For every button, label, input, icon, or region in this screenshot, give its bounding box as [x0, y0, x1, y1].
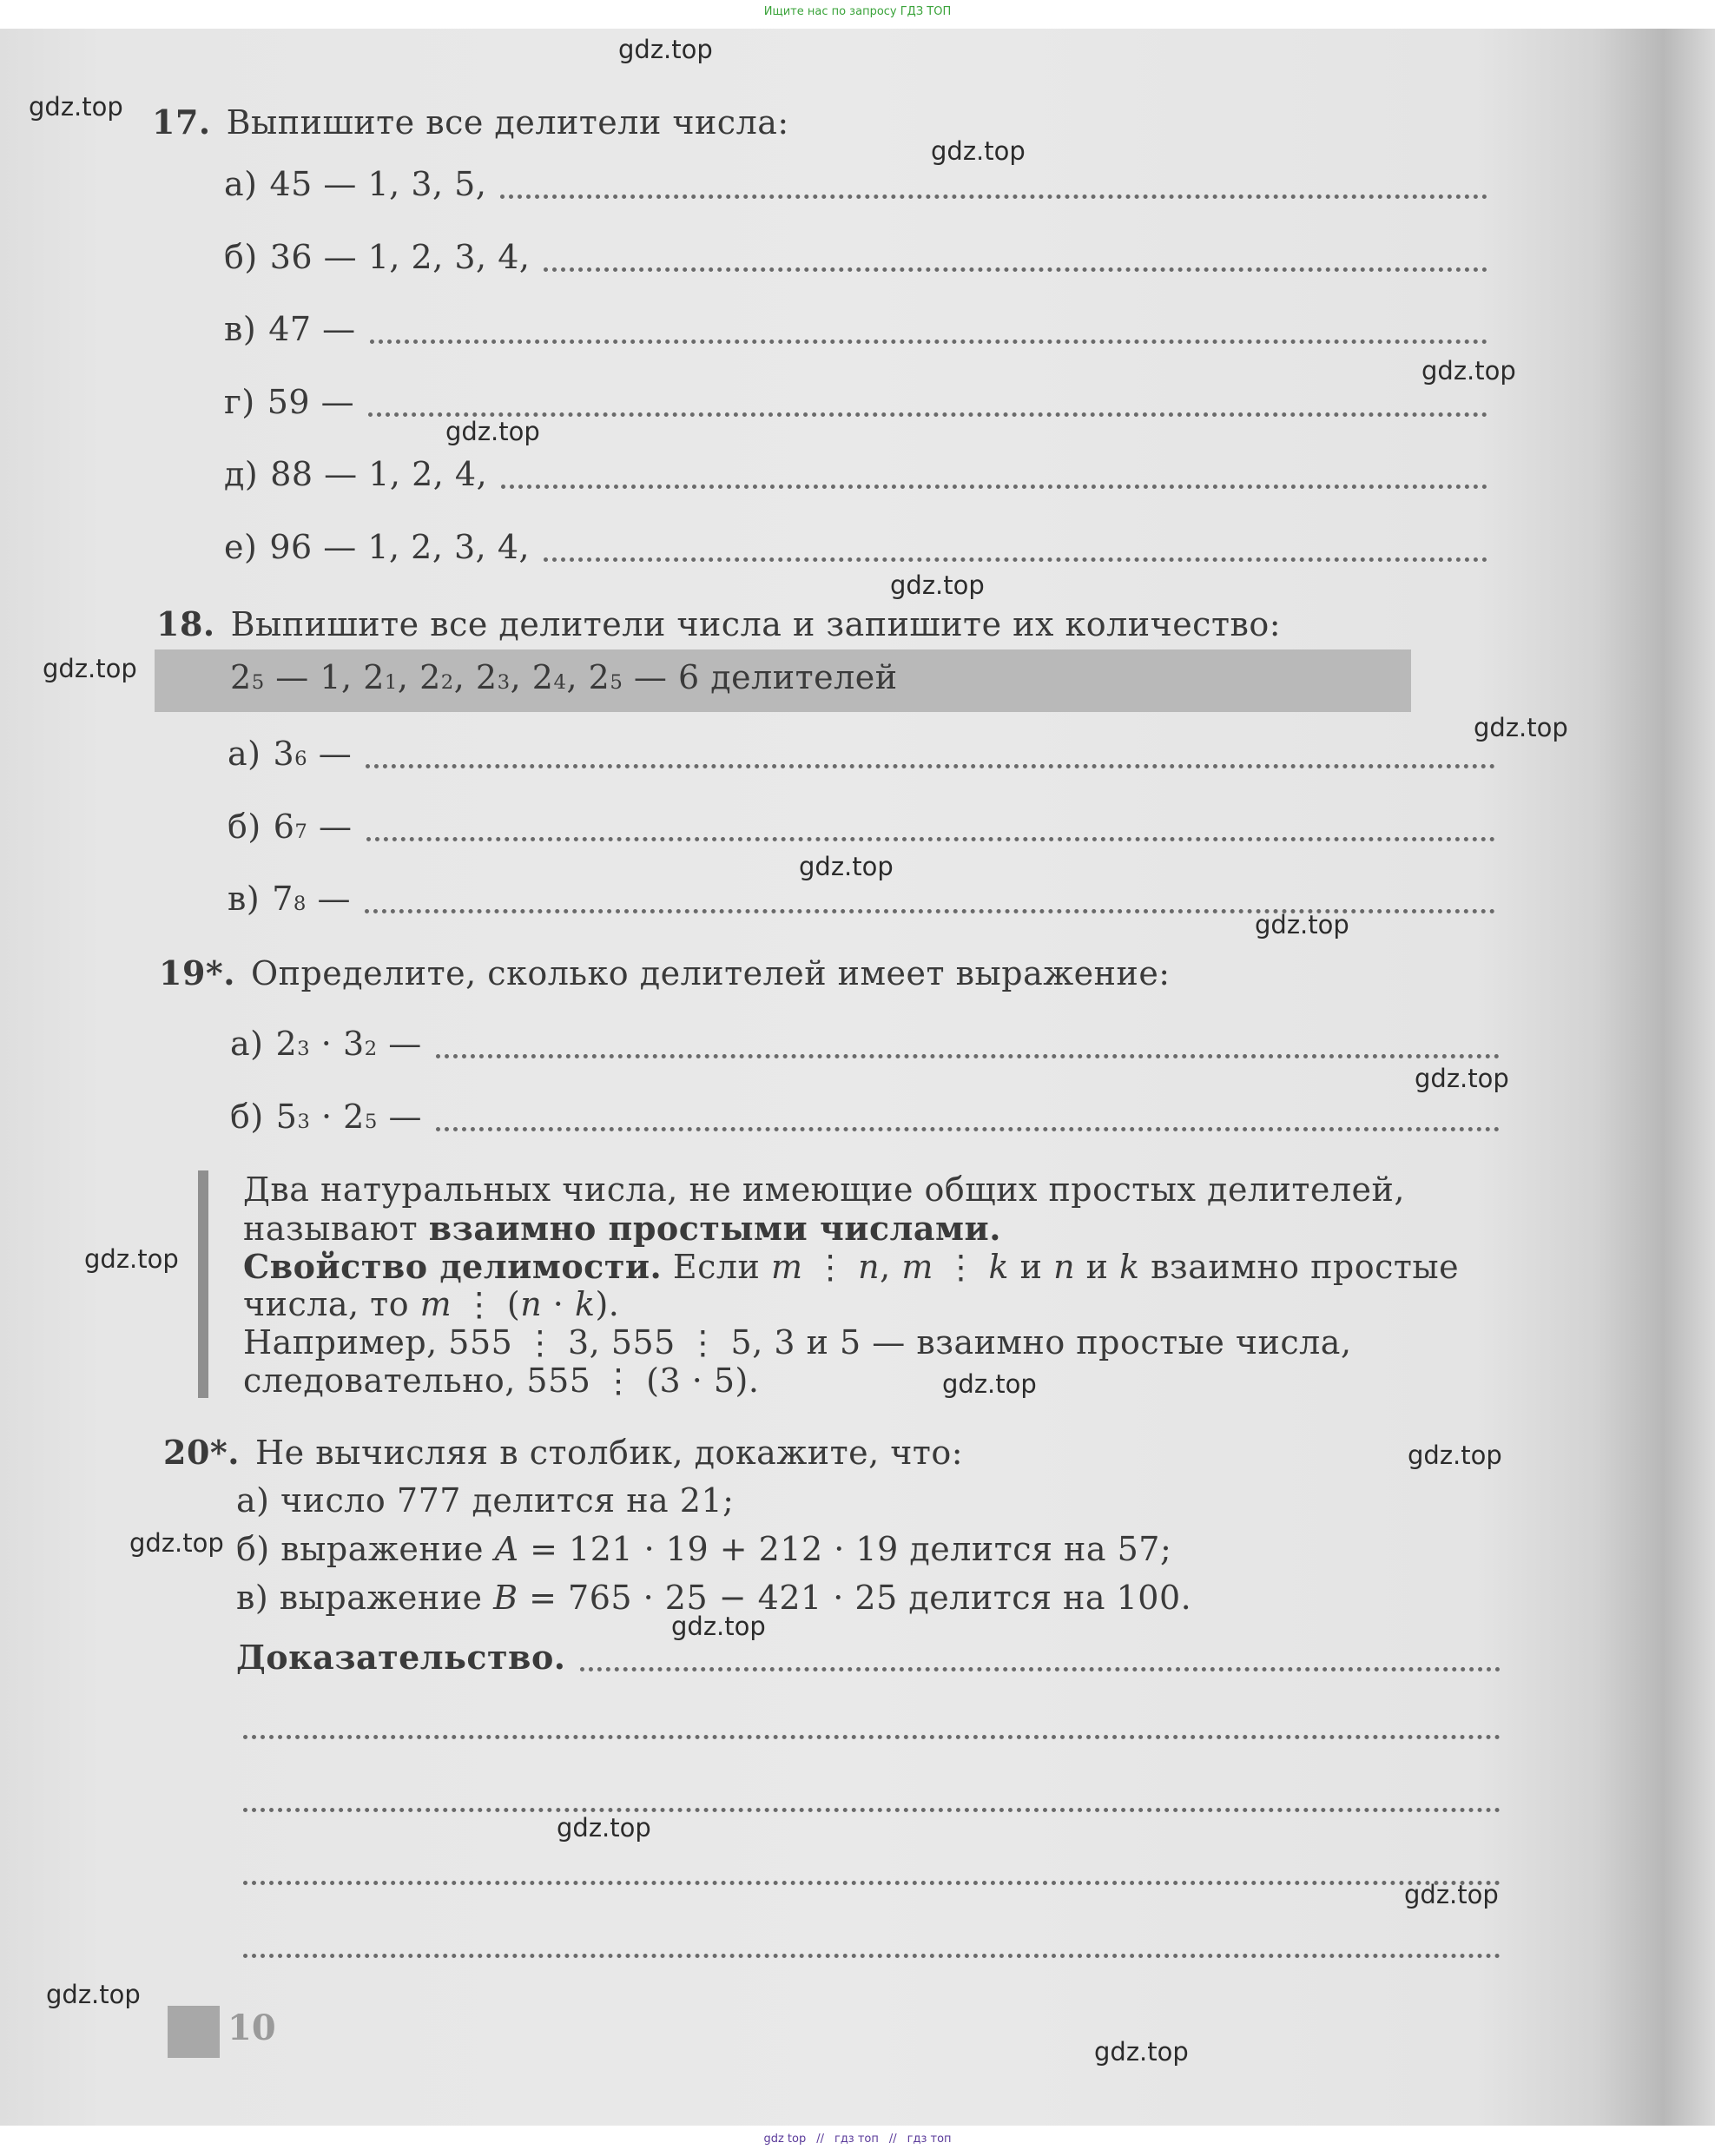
item-text: = 121 · 19 + 212 · 19 делится на 57; [518, 1530, 1172, 1568]
rule-text: ). [595, 1285, 620, 1323]
item-text: 47 — [268, 310, 356, 348]
rule-text-line [243, 1247, 1459, 1286]
rule-box [198, 1170, 1511, 1398]
item-exp: 8 [293, 893, 307, 915]
item-base: 2 [343, 1098, 365, 1136]
rule-text-line [243, 1285, 619, 1323]
answer-line[interactable] [366, 837, 1496, 841]
watermark: gdz.top [618, 35, 713, 64]
rule-var: k [574, 1285, 596, 1323]
answer-line[interactable] [366, 764, 1495, 768]
rule-var: m [901, 1248, 933, 1286]
watermark: gdz.top [1255, 910, 1349, 940]
rule-text: ⋮ [802, 1248, 859, 1286]
rule-var: n [858, 1248, 881, 1286]
rule-text: и [1009, 1248, 1054, 1286]
rule-text: числа, то [243, 1285, 420, 1323]
example-exp: 5 [251, 671, 265, 694]
item-label: б) [224, 238, 258, 276]
task18-prompt: Выпишите все делители числа и запишите их количество: [230, 605, 1282, 643]
task18-item-a: а) 3 6 — [228, 735, 1495, 773]
task19-number: 19*. [159, 953, 235, 992]
item-exp: 7 [294, 821, 308, 843]
watermark: gdz.top [84, 1244, 179, 1274]
item-label: г) [224, 383, 255, 421]
footer-link[interactable]: гдз топ [834, 2133, 879, 2146]
page-number-box [168, 2006, 220, 2058]
page-number: 10 [228, 2008, 276, 2048]
watermark: gdz.top [942, 1369, 1037, 1399]
example-sep: — 1, [264, 658, 364, 696]
item-text: 45 — 1, 3, 5, [269, 165, 487, 203]
footer-separator: // [888, 2133, 897, 2146]
task19-item-b: б) 5 3 · 2 5 — [230, 1098, 1500, 1136]
item-label: а) [224, 165, 258, 203]
footer-link[interactable]: gdz top [763, 2133, 807, 2146]
answer-line[interactable] [436, 1127, 1500, 1131]
item-label: е) [224, 528, 258, 566]
task20-item-b [236, 1530, 1171, 1568]
rule-text-line: Два натуральных числа, не имеющие общих простых делителей, [243, 1170, 1405, 1209]
item-label: д) [224, 455, 259, 493]
task18-number: 18. [156, 604, 215, 643]
task18-item-c: в) 7 8 — [228, 880, 1495, 918]
item-base: 5 [275, 1098, 298, 1136]
rule-property: Свойство делимости. [243, 1247, 663, 1286]
item-label: а) [228, 735, 261, 773]
rule-var: m [419, 1285, 452, 1323]
item-label: б) [228, 808, 261, 846]
answer-line[interactable] [243, 1808, 1501, 1812]
example-base: 2 [230, 658, 252, 696]
task19-item-a: а) 2 3 · 3 2 — [230, 1025, 1500, 1063]
task17-prompt: Выпишите все делители числа: [226, 103, 789, 142]
rule-text: и [1075, 1248, 1120, 1286]
item-var: A [494, 1530, 519, 1568]
answer-line[interactable] [368, 412, 1487, 417]
item-text: 59 — [267, 383, 355, 421]
example-power: 4 [553, 671, 567, 694]
answer-line[interactable] [243, 1881, 1501, 1885]
rule-var: n [1053, 1248, 1076, 1286]
example-power: 5 [610, 671, 623, 694]
watermark: gdz.top [29, 92, 123, 122]
item-text: 36 — 1, 2, 3, 4, [269, 238, 531, 276]
answer-line[interactable] [243, 1954, 1501, 1958]
rule-var: n [520, 1285, 543, 1323]
rule-text: называют [243, 1210, 429, 1248]
item-label: в) [228, 880, 261, 918]
example-count: — 6 делителей [623, 658, 898, 696]
answer-line[interactable] [243, 1735, 1501, 1739]
item-exp: 2 [364, 1038, 378, 1060]
answer-line[interactable] [500, 195, 1487, 199]
task17-item-c [224, 310, 1487, 348]
task20-prompt: Не вычисляя в столбик, докажите, что: [254, 1434, 964, 1472]
top-banner-link[interactable]: Ищите нас по запросу ГДЗ ТОП [763, 5, 952, 18]
task19-prompt: Определите, сколько делителей имеет выражение: [250, 954, 1171, 992]
item-text: б) выражение [236, 1530, 495, 1568]
watermark: gdz.top [671, 1612, 766, 1641]
item-label: б) [230, 1098, 264, 1136]
rule-text: · [542, 1285, 575, 1323]
watermark: gdz.top [1094, 2037, 1189, 2067]
example-power: 1 [384, 671, 398, 694]
item-label: в) [224, 310, 257, 348]
proof-label: Доказательство. [236, 1638, 566, 1677]
rule-var: k [988, 1248, 1010, 1286]
answer-line[interactable] [544, 267, 1487, 272]
task20-header [163, 1433, 963, 1472]
item-exp: 3 [297, 1111, 311, 1133]
watermark: gdz.top [557, 1813, 651, 1843]
item-exp: 5 [364, 1111, 378, 1133]
rule-term: взаимно простыми числами. [428, 1209, 1001, 1248]
footer-separator: // [816, 2133, 824, 2146]
item-label: а) [230, 1025, 264, 1063]
watermark: gdz.top [1408, 1441, 1502, 1470]
item-base: 7 [272, 880, 294, 918]
item-base: 3 [342, 1025, 365, 1063]
task20-item-a: а) число 777 делится на 21; [236, 1481, 735, 1520]
watermark: gdz.top [931, 136, 1026, 166]
task17-item-b [224, 238, 1487, 276]
proof-heading [236, 1638, 1501, 1677]
watermark: gdz.top [1421, 356, 1516, 386]
answer-line[interactable] [501, 485, 1487, 489]
watermark: gdz.top [445, 417, 540, 446]
rule-var: k [1119, 1248, 1140, 1286]
watermark: gdz.top [1474, 713, 1568, 742]
watermark: gdz.top [1404, 1880, 1499, 1909]
task20-number: 20*. [163, 1433, 240, 1472]
task17-item-f [224, 528, 1487, 566]
answer-line[interactable] [580, 1667, 1501, 1671]
task17-item-e [224, 455, 1487, 493]
watermark: gdz.top [46, 1980, 141, 2009]
item-text: = 765 · 25 − 421 · 25 делится на 100. [518, 1579, 1192, 1617]
item-base: 2 [275, 1025, 298, 1063]
task19-header [159, 953, 1171, 992]
watermark: gdz.top [799, 852, 894, 881]
answer-line[interactable] [436, 1054, 1500, 1058]
rule-text: Если [662, 1248, 771, 1286]
task18-example: 2 5 — 1, 2 1 , 2 2 , 2 3 , 2 4 , 2 5 — 6 делителей [230, 658, 898, 696]
watermark: gdz.top [1415, 1064, 1509, 1093]
watermark: gdz.top [890, 570, 985, 600]
rule-text: взаимно простые [1139, 1248, 1460, 1286]
rule-text: , [880, 1248, 902, 1286]
item-var: B [493, 1579, 518, 1617]
task17-item-d [224, 383, 1487, 421]
task18-header [156, 604, 1281, 643]
task17-item-a [224, 165, 1487, 203]
item-text: 96 — 1, 2, 3, 4, [269, 528, 531, 566]
footer-links [0, 2133, 1715, 2146]
example-power: 2 [440, 671, 454, 694]
item-base: 6 [273, 808, 295, 846]
item-text: 88 — 1, 2, 4, [270, 455, 488, 493]
item-base: 3 [273, 735, 295, 773]
task17-header [152, 102, 789, 142]
answer-line[interactable] [370, 340, 1487, 344]
rule-text: ⋮ [933, 1248, 989, 1286]
task17-number: 17. [152, 102, 211, 142]
rule-example-line: следовательно, 555 ⋮ (3 · 5). [243, 1362, 760, 1400]
rule-text: ⋮ ( [452, 1285, 521, 1323]
task18-item-b: б) 6 7 — [228, 808, 1495, 846]
rule-example-line: Например, 555 ⋮ 3, 555 ⋮ 5, 3 и 5 — взаимно простые числа, [243, 1323, 1352, 1362]
watermark: gdz.top [129, 1528, 224, 1558]
rule-text-line [243, 1209, 1001, 1248]
item-exp: 3 [297, 1038, 311, 1060]
example-power: 3 [497, 671, 511, 694]
item-exp: 6 [294, 748, 308, 770]
answer-line[interactable] [544, 557, 1487, 562]
item-text: в) выражение [236, 1579, 494, 1617]
rule-var: m [770, 1248, 803, 1286]
footer-link[interactable]: гдз топ [907, 2133, 952, 2146]
watermark: gdz.top [43, 654, 137, 683]
